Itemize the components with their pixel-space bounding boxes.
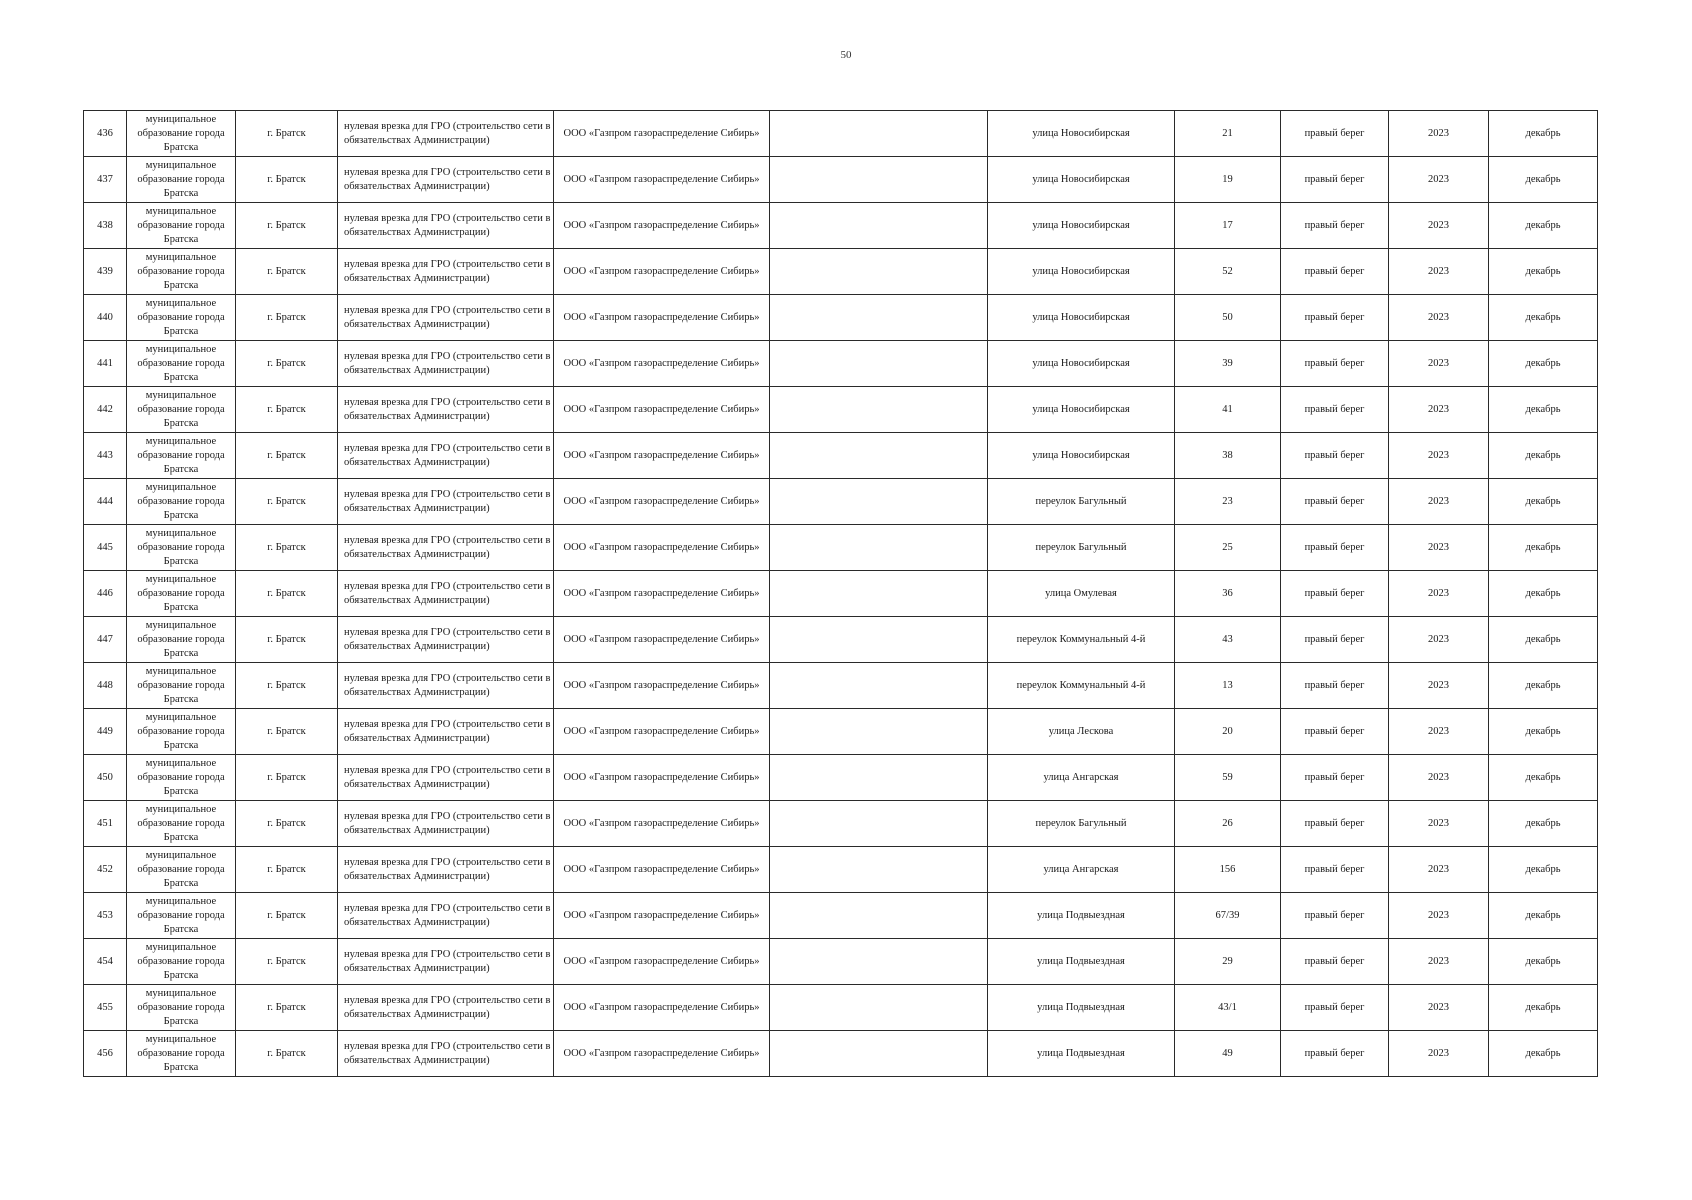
work-type-cell: нулевая врезка для ГРО (строительство сети в обязательствах Администрации) bbox=[338, 479, 554, 525]
city-cell: г. Братск bbox=[236, 1031, 338, 1077]
street-cell: улица Новосибирская bbox=[988, 249, 1175, 295]
house-number-cell: 13 bbox=[1175, 663, 1281, 709]
street-cell: улица Новосибирская bbox=[988, 203, 1175, 249]
city-cell: г. Братск bbox=[236, 663, 338, 709]
empty-cell bbox=[770, 663, 988, 709]
city-cell: г. Братск bbox=[236, 985, 338, 1031]
city-cell: г. Братск bbox=[236, 801, 338, 847]
month-cell: декабрь bbox=[1489, 295, 1598, 341]
house-number-cell: 25 bbox=[1175, 525, 1281, 571]
row-number-cell: 436 bbox=[84, 111, 127, 157]
organization-cell: ООО «Газпром газораспределение Сибирь» bbox=[554, 479, 770, 525]
city-cell: г. Братск bbox=[236, 341, 338, 387]
year-cell: 2023 bbox=[1389, 387, 1489, 433]
house-number-cell: 19 bbox=[1175, 157, 1281, 203]
street-cell: улица Подвыездная bbox=[988, 893, 1175, 939]
municipality-cell: муниципальное образование города Братска bbox=[127, 617, 236, 663]
row-number-cell: 444 bbox=[84, 479, 127, 525]
work-type-cell: нулевая врезка для ГРО (строительство сети в обязательствах Администрации) bbox=[338, 295, 554, 341]
work-type-cell: нулевая врезка для ГРО (строительство сети в обязательствах Администрации) bbox=[338, 617, 554, 663]
municipality-cell: муниципальное образование города Братска bbox=[127, 341, 236, 387]
work-type-cell: нулевая врезка для ГРО (строительство сети в обязательствах Администрации) bbox=[338, 157, 554, 203]
year-cell: 2023 bbox=[1389, 203, 1489, 249]
month-cell: декабрь bbox=[1489, 479, 1598, 525]
house-number-cell: 41 bbox=[1175, 387, 1281, 433]
street-cell: улица Подвыездная bbox=[988, 939, 1175, 985]
row-number-cell: 455 bbox=[84, 985, 127, 1031]
organization-cell: ООО «Газпром газораспределение Сибирь» bbox=[554, 663, 770, 709]
row-number-cell: 454 bbox=[84, 939, 127, 985]
river-bank-cell: правый берег bbox=[1281, 709, 1389, 755]
organization-cell: ООО «Газпром газораспределение Сибирь» bbox=[554, 801, 770, 847]
month-cell: декабрь bbox=[1489, 985, 1598, 1031]
municipality-cell: муниципальное образование города Братска bbox=[127, 985, 236, 1031]
organization-cell: ООО «Газпром газораспределение Сибирь» bbox=[554, 295, 770, 341]
month-cell: декабрь bbox=[1489, 617, 1598, 663]
empty-cell bbox=[770, 525, 988, 571]
river-bank-cell: правый берег bbox=[1281, 525, 1389, 571]
municipality-cell: муниципальное образование города Братска bbox=[127, 1031, 236, 1077]
year-cell: 2023 bbox=[1389, 985, 1489, 1031]
house-number-cell: 26 bbox=[1175, 801, 1281, 847]
municipality-cell: муниципальное образование города Братска bbox=[127, 847, 236, 893]
river-bank-cell: правый берег bbox=[1281, 295, 1389, 341]
table-row bbox=[84, 663, 1598, 709]
year-cell: 2023 bbox=[1389, 433, 1489, 479]
house-number-cell: 38 bbox=[1175, 433, 1281, 479]
work-type-cell: нулевая врезка для ГРО (строительство сети в обязательствах Администрации) bbox=[338, 847, 554, 893]
municipality-cell: муниципальное образование города Братска bbox=[127, 433, 236, 479]
organization-cell: ООО «Газпром газораспределение Сибирь» bbox=[554, 1031, 770, 1077]
empty-cell bbox=[770, 847, 988, 893]
city-cell: г. Братск bbox=[236, 433, 338, 479]
street-cell: улица Ангарская bbox=[988, 755, 1175, 801]
street-cell: улица Омулевая bbox=[988, 571, 1175, 617]
table-row bbox=[84, 249, 1598, 295]
row-number-cell: 437 bbox=[84, 157, 127, 203]
row-number-cell: 440 bbox=[84, 295, 127, 341]
municipality-cell: муниципальное образование города Братска bbox=[127, 571, 236, 617]
empty-cell bbox=[770, 111, 988, 157]
table-row bbox=[84, 985, 1598, 1031]
month-cell: декабрь bbox=[1489, 755, 1598, 801]
organization-cell: ООО «Газпром газораспределение Сибирь» bbox=[554, 985, 770, 1031]
city-cell: г. Братск bbox=[236, 295, 338, 341]
municipality-cell: муниципальное образование города Братска bbox=[127, 203, 236, 249]
empty-cell bbox=[770, 939, 988, 985]
work-type-cell: нулевая врезка для ГРО (строительство сети в обязательствах Администрации) bbox=[338, 433, 554, 479]
work-type-cell: нулевая врезка для ГРО (строительство сети в обязательствах Администрации) bbox=[338, 939, 554, 985]
house-number-cell: 43 bbox=[1175, 617, 1281, 663]
house-number-cell: 17 bbox=[1175, 203, 1281, 249]
organization-cell: ООО «Газпром газораспределение Сибирь» bbox=[554, 157, 770, 203]
year-cell: 2023 bbox=[1389, 479, 1489, 525]
table-row bbox=[84, 939, 1598, 985]
river-bank-cell: правый берег bbox=[1281, 939, 1389, 985]
river-bank-cell: правый берег bbox=[1281, 617, 1389, 663]
empty-cell bbox=[770, 1031, 988, 1077]
organization-cell: ООО «Газпром газораспределение Сибирь» bbox=[554, 387, 770, 433]
month-cell: декабрь bbox=[1489, 571, 1598, 617]
street-cell: улица Новосибирская bbox=[988, 157, 1175, 203]
empty-cell bbox=[770, 341, 988, 387]
work-type-cell: нулевая врезка для ГРО (строительство сети в обязательствах Администрации) bbox=[338, 1031, 554, 1077]
empty-cell bbox=[770, 755, 988, 801]
work-type-cell: нулевая врезка для ГРО (строительство сети в обязательствах Администрации) bbox=[338, 341, 554, 387]
city-cell: г. Братск bbox=[236, 203, 338, 249]
municipality-cell: муниципальное образование города Братска bbox=[127, 663, 236, 709]
row-number-cell: 442 bbox=[84, 387, 127, 433]
table-row bbox=[84, 847, 1598, 893]
house-number-cell: 43/1 bbox=[1175, 985, 1281, 1031]
month-cell: декабрь bbox=[1489, 709, 1598, 755]
organization-cell: ООО «Газпром газораспределение Сибирь» bbox=[554, 111, 770, 157]
city-cell: г. Братск bbox=[236, 249, 338, 295]
row-number-cell: 441 bbox=[84, 341, 127, 387]
work-type-cell: нулевая врезка для ГРО (строительство сети в обязательствах Администрации) bbox=[338, 249, 554, 295]
year-cell: 2023 bbox=[1389, 847, 1489, 893]
street-cell: переулок Багульный bbox=[988, 801, 1175, 847]
year-cell: 2023 bbox=[1389, 571, 1489, 617]
table-row bbox=[84, 111, 1598, 157]
house-number-cell: 50 bbox=[1175, 295, 1281, 341]
table-row bbox=[84, 571, 1598, 617]
month-cell: декабрь bbox=[1489, 1031, 1598, 1077]
work-type-cell: нулевая врезка для ГРО (строительство сети в обязательствах Администрации) bbox=[338, 571, 554, 617]
empty-cell bbox=[770, 985, 988, 1031]
municipality-cell: муниципальное образование города Братска bbox=[127, 249, 236, 295]
river-bank-cell: правый берег bbox=[1281, 985, 1389, 1031]
empty-cell bbox=[770, 249, 988, 295]
year-cell: 2023 bbox=[1389, 893, 1489, 939]
month-cell: декабрь bbox=[1489, 249, 1598, 295]
table-row bbox=[84, 709, 1598, 755]
street-cell: улица Ангарская bbox=[988, 847, 1175, 893]
month-cell: декабрь bbox=[1489, 203, 1598, 249]
month-cell: декабрь bbox=[1489, 387, 1598, 433]
city-cell: г. Братск bbox=[236, 939, 338, 985]
work-type-cell: нулевая врезка для ГРО (строительство сети в обязательствах Администрации) bbox=[338, 387, 554, 433]
house-number-cell: 67/39 bbox=[1175, 893, 1281, 939]
municipality-cell: муниципальное образование города Братска bbox=[127, 939, 236, 985]
river-bank-cell: правый берег bbox=[1281, 479, 1389, 525]
table-row bbox=[84, 801, 1598, 847]
work-type-cell: нулевая врезка для ГРО (строительство сети в обязательствах Администрации) bbox=[338, 755, 554, 801]
municipality-cell: муниципальное образование города Братска bbox=[127, 111, 236, 157]
house-number-cell: 20 bbox=[1175, 709, 1281, 755]
river-bank-cell: правый берег bbox=[1281, 847, 1389, 893]
table-row bbox=[84, 1031, 1598, 1077]
year-cell: 2023 bbox=[1389, 939, 1489, 985]
municipality-cell: муниципальное образование города Братска bbox=[127, 893, 236, 939]
river-bank-cell: правый берег bbox=[1281, 157, 1389, 203]
street-cell: улица Новосибирская bbox=[988, 295, 1175, 341]
river-bank-cell: правый берег bbox=[1281, 571, 1389, 617]
river-bank-cell: правый берег bbox=[1281, 203, 1389, 249]
month-cell: декабрь bbox=[1489, 525, 1598, 571]
organization-cell: ООО «Газпром газораспределение Сибирь» bbox=[554, 571, 770, 617]
organization-cell: ООО «Газпром газораспределение Сибирь» bbox=[554, 939, 770, 985]
row-number-cell: 447 bbox=[84, 617, 127, 663]
table-row bbox=[84, 341, 1598, 387]
month-cell: декабрь bbox=[1489, 111, 1598, 157]
house-number-cell: 49 bbox=[1175, 1031, 1281, 1077]
house-number-cell: 156 bbox=[1175, 847, 1281, 893]
month-cell: декабрь bbox=[1489, 663, 1598, 709]
street-cell: улица Лескова bbox=[988, 709, 1175, 755]
city-cell: г. Братск bbox=[236, 387, 338, 433]
organization-cell: ООО «Газпром газораспределение Сибирь» bbox=[554, 433, 770, 479]
city-cell: г. Братск bbox=[236, 709, 338, 755]
table-row bbox=[84, 433, 1598, 479]
work-type-cell: нулевая врезка для ГРО (строительство сети в обязательствах Администрации) bbox=[338, 985, 554, 1031]
city-cell: г. Братск bbox=[236, 893, 338, 939]
empty-cell bbox=[770, 203, 988, 249]
month-cell: декабрь bbox=[1489, 939, 1598, 985]
empty-cell bbox=[770, 387, 988, 433]
house-number-cell: 29 bbox=[1175, 939, 1281, 985]
month-cell: декабрь bbox=[1489, 893, 1598, 939]
empty-cell bbox=[770, 709, 988, 755]
row-number-cell: 452 bbox=[84, 847, 127, 893]
street-cell: улица Новосибирская bbox=[988, 341, 1175, 387]
row-number-cell: 450 bbox=[84, 755, 127, 801]
organization-cell: ООО «Газпром газораспределение Сибирь» bbox=[554, 249, 770, 295]
row-number-cell: 446 bbox=[84, 571, 127, 617]
table-row bbox=[84, 157, 1598, 203]
row-number-cell: 456 bbox=[84, 1031, 127, 1077]
table-row bbox=[84, 617, 1598, 663]
table-row bbox=[84, 525, 1598, 571]
organization-cell: ООО «Газпром газораспределение Сибирь» bbox=[554, 525, 770, 571]
table-row bbox=[84, 203, 1598, 249]
year-cell: 2023 bbox=[1389, 295, 1489, 341]
municipality-cell: муниципальное образование города Братска bbox=[127, 525, 236, 571]
city-cell: г. Братск bbox=[236, 525, 338, 571]
river-bank-cell: правый берег bbox=[1281, 433, 1389, 479]
municipality-cell: муниципальное образование города Братска bbox=[127, 801, 236, 847]
street-cell: переулок Коммунальный 4-й bbox=[988, 617, 1175, 663]
row-number-cell: 438 bbox=[84, 203, 127, 249]
house-number-cell: 36 bbox=[1175, 571, 1281, 617]
row-number-cell: 445 bbox=[84, 525, 127, 571]
empty-cell bbox=[770, 479, 988, 525]
registry-body bbox=[84, 111, 1598, 1077]
river-bank-cell: правый берег bbox=[1281, 755, 1389, 801]
city-cell: г. Братск bbox=[236, 617, 338, 663]
registry-table bbox=[83, 110, 1598, 1077]
month-cell: декабрь bbox=[1489, 433, 1598, 479]
empty-cell bbox=[770, 433, 988, 479]
table-row bbox=[84, 387, 1598, 433]
row-number-cell: 449 bbox=[84, 709, 127, 755]
city-cell: г. Братск bbox=[236, 157, 338, 203]
organization-cell: ООО «Газпром газораспределение Сибирь» bbox=[554, 203, 770, 249]
work-type-cell: нулевая врезка для ГРО (строительство сети в обязательствах Администрации) bbox=[338, 893, 554, 939]
street-cell: переулок Коммунальный 4-й bbox=[988, 663, 1175, 709]
house-number-cell: 59 bbox=[1175, 755, 1281, 801]
row-number-cell: 443 bbox=[84, 433, 127, 479]
row-number-cell: 451 bbox=[84, 801, 127, 847]
city-cell: г. Братск bbox=[236, 111, 338, 157]
table-row bbox=[84, 755, 1598, 801]
organization-cell: ООО «Газпром газораспределение Сибирь» bbox=[554, 709, 770, 755]
work-type-cell: нулевая врезка для ГРО (строительство сети в обязательствах Администрации) bbox=[338, 111, 554, 157]
year-cell: 2023 bbox=[1389, 801, 1489, 847]
city-cell: г. Братск bbox=[236, 755, 338, 801]
river-bank-cell: правый берег bbox=[1281, 111, 1389, 157]
organization-cell: ООО «Газпром газораспределение Сибирь» bbox=[554, 847, 770, 893]
year-cell: 2023 bbox=[1389, 663, 1489, 709]
table-row bbox=[84, 893, 1598, 939]
street-cell: переулок Багульный bbox=[988, 525, 1175, 571]
city-cell: г. Братск bbox=[236, 847, 338, 893]
house-number-cell: 39 bbox=[1175, 341, 1281, 387]
year-cell: 2023 bbox=[1389, 1031, 1489, 1077]
work-type-cell: нулевая врезка для ГРО (строительство сети в обязательствах Администрации) bbox=[338, 203, 554, 249]
empty-cell bbox=[770, 157, 988, 203]
year-cell: 2023 bbox=[1389, 525, 1489, 571]
municipality-cell: муниципальное образование города Братска bbox=[127, 157, 236, 203]
house-number-cell: 23 bbox=[1175, 479, 1281, 525]
month-cell: декабрь bbox=[1489, 157, 1598, 203]
river-bank-cell: правый берег bbox=[1281, 663, 1389, 709]
empty-cell bbox=[770, 893, 988, 939]
river-bank-cell: правый берег bbox=[1281, 249, 1389, 295]
year-cell: 2023 bbox=[1389, 157, 1489, 203]
table-row bbox=[84, 295, 1598, 341]
street-cell: улица Подвыездная bbox=[988, 1031, 1175, 1077]
river-bank-cell: правый берег bbox=[1281, 801, 1389, 847]
street-cell: улица Новосибирская bbox=[988, 111, 1175, 157]
river-bank-cell: правый берег bbox=[1281, 341, 1389, 387]
street-cell: улица Подвыездная bbox=[988, 985, 1175, 1031]
work-type-cell: нулевая врезка для ГРО (строительство сети в обязательствах Администрации) bbox=[338, 663, 554, 709]
municipality-cell: муниципальное образование города Братска bbox=[127, 755, 236, 801]
organization-cell: ООО «Газпром газораспределение Сибирь» bbox=[554, 617, 770, 663]
page-number: 50 bbox=[840, 49, 852, 61]
month-cell: декабрь bbox=[1489, 847, 1598, 893]
house-number-cell: 21 bbox=[1175, 111, 1281, 157]
row-number-cell: 448 bbox=[84, 663, 127, 709]
month-cell: декабрь bbox=[1489, 341, 1598, 387]
table-row bbox=[84, 479, 1598, 525]
river-bank-cell: правый берег bbox=[1281, 893, 1389, 939]
municipality-cell: муниципальное образование города Братска bbox=[127, 387, 236, 433]
year-cell: 2023 bbox=[1389, 111, 1489, 157]
work-type-cell: нулевая врезка для ГРО (строительство сети в обязательствах Администрации) bbox=[338, 525, 554, 571]
year-cell: 2023 bbox=[1389, 617, 1489, 663]
year-cell: 2023 bbox=[1389, 709, 1489, 755]
row-number-cell: 453 bbox=[84, 893, 127, 939]
street-cell: улица Новосибирская bbox=[988, 387, 1175, 433]
street-cell: переулок Багульный bbox=[988, 479, 1175, 525]
city-cell: г. Братск bbox=[236, 571, 338, 617]
municipality-cell: муниципальное образование города Братска bbox=[127, 479, 236, 525]
month-cell: декабрь bbox=[1489, 801, 1598, 847]
empty-cell bbox=[770, 617, 988, 663]
year-cell: 2023 bbox=[1389, 755, 1489, 801]
street-cell: улица Новосибирская bbox=[988, 433, 1175, 479]
river-bank-cell: правый берег bbox=[1281, 387, 1389, 433]
city-cell: г. Братск bbox=[236, 479, 338, 525]
river-bank-cell: правый берег bbox=[1281, 1031, 1389, 1077]
year-cell: 2023 bbox=[1389, 249, 1489, 295]
organization-cell: ООО «Газпром газораспределение Сибирь» bbox=[554, 893, 770, 939]
organization-cell: ООО «Газпром газораспределение Сибирь» bbox=[554, 755, 770, 801]
work-type-cell: нулевая врезка для ГРО (строительство сети в обязательствах Администрации) bbox=[338, 801, 554, 847]
row-number-cell: 439 bbox=[84, 249, 127, 295]
year-cell: 2023 bbox=[1389, 341, 1489, 387]
organization-cell: ООО «Газпром газораспределение Сибирь» bbox=[554, 341, 770, 387]
work-type-cell: нулевая врезка для ГРО (строительство сети в обязательствах Администрации) bbox=[338, 709, 554, 755]
house-number-cell: 52 bbox=[1175, 249, 1281, 295]
empty-cell bbox=[770, 295, 988, 341]
empty-cell bbox=[770, 801, 988, 847]
municipality-cell: муниципальное образование города Братска bbox=[127, 295, 236, 341]
municipality-cell: муниципальное образование города Братска bbox=[127, 709, 236, 755]
empty-cell bbox=[770, 571, 988, 617]
